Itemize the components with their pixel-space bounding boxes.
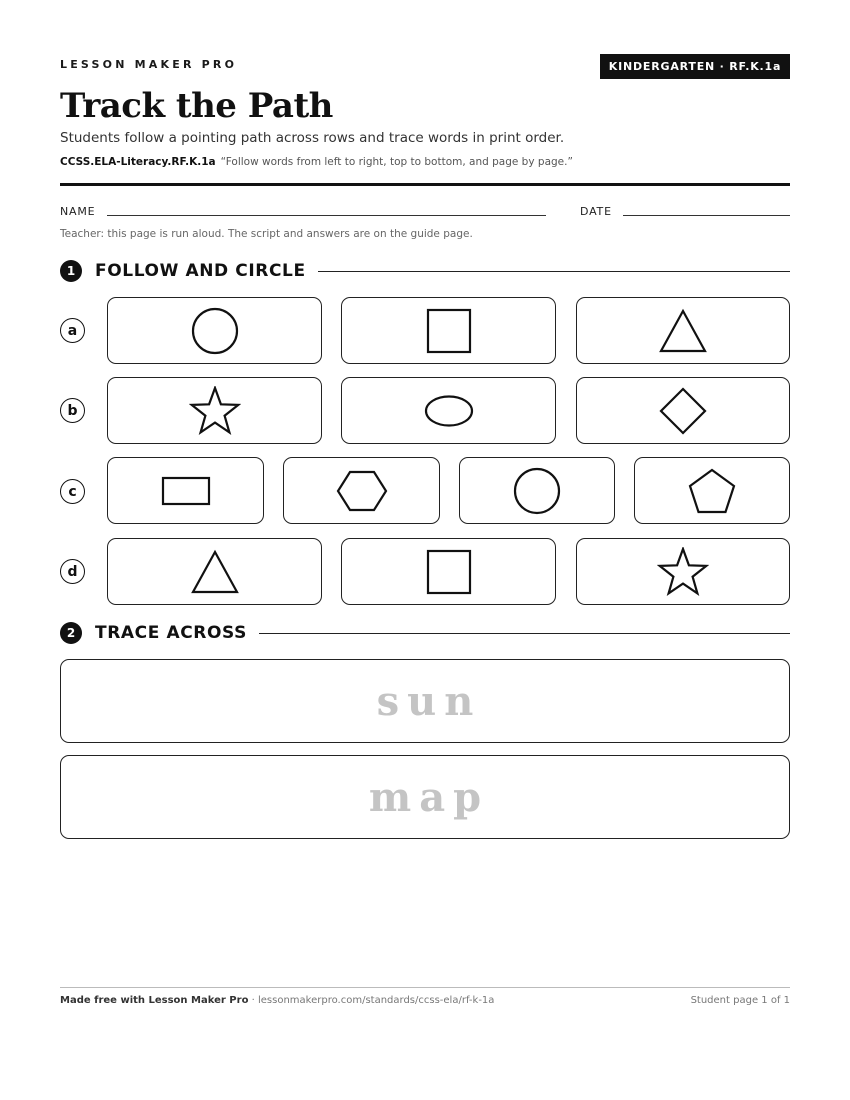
shape-card-star[interactable] (107, 377, 322, 444)
square-icon (426, 308, 472, 354)
circle-icon (190, 306, 240, 356)
trace-box-sun[interactable] (60, 659, 790, 743)
diamond-icon (658, 386, 708, 436)
standard-quote: “Follow words from left to right, top to bottom, and page by page.” (220, 156, 573, 168)
standard-line (60, 156, 573, 168)
section-1-title: FOLLOW AND CIRCLE (95, 261, 306, 281)
square-icon (426, 549, 472, 595)
name-label: NAME (60, 205, 96, 218)
shape-card-diamond[interactable] (576, 377, 790, 444)
shape-card-circle-2[interactable] (459, 457, 615, 524)
date-label: DATE (580, 205, 612, 218)
pentagon-icon (687, 467, 737, 515)
shape-card-square[interactable] (341, 297, 556, 364)
shape-card-circle[interactable] (107, 297, 322, 364)
star-icon (657, 547, 709, 597)
triangle-icon (190, 549, 240, 595)
rectangle-icon (160, 475, 212, 507)
row-label-d: d (60, 559, 85, 584)
page-title: Track the Path (60, 86, 333, 126)
name-field[interactable] (107, 215, 546, 216)
shape-card-triangle-2[interactable] (107, 538, 322, 605)
star-icon (189, 386, 241, 436)
shape-card-oval[interactable] (341, 377, 556, 444)
footer-credit (60, 995, 494, 1006)
circle-icon (512, 466, 562, 516)
date-field[interactable] (623, 215, 790, 216)
header-divider (60, 183, 790, 186)
standard-code: CCSS.ELA-Literacy.RF.K.1a (60, 156, 216, 168)
row-label-c: c (60, 479, 85, 504)
footer-separator: · (248, 995, 258, 1006)
page-subtitle: Students follow a pointing path across rows and trace words in print order. (60, 130, 565, 146)
section-1-number: 1 (60, 260, 82, 282)
trace-word: map (368, 773, 490, 821)
section-2-rule (259, 633, 790, 634)
section-2-title: TRACE ACROSS (95, 623, 247, 643)
shape-card-triangle[interactable] (576, 297, 790, 364)
shape-card-pentagon[interactable] (634, 457, 790, 524)
footer-divider (60, 987, 790, 988)
shape-card-star-2[interactable] (576, 538, 790, 605)
shape-card-hexagon[interactable] (283, 457, 440, 524)
footer-url[interactable]: lessonmakerpro.com/standards/ccss-ela/rf-k-1a (257, 995, 495, 1006)
trace-word: sun (376, 677, 482, 725)
row-label-b: b (60, 398, 85, 423)
section-2-number: 2 (60, 622, 82, 644)
hexagon-icon (335, 469, 389, 513)
teacher-note: Teacher: this page is run aloud. The script and answers are on the guide page. (60, 228, 473, 240)
triangle-icon (658, 308, 708, 354)
section-1-heading (60, 260, 790, 282)
oval-icon (423, 394, 475, 428)
section-2-heading (60, 622, 790, 644)
trace-box-map[interactable] (60, 755, 790, 839)
shape-card-square-2[interactable] (341, 538, 556, 605)
shape-card-rectangle[interactable] (107, 457, 264, 524)
footer-made-with: Made free with Lesson Maker Pro (60, 995, 249, 1006)
row-label-a: a (60, 318, 85, 343)
footer-page-number: Student page 1 of 1 (690, 995, 790, 1006)
grade-badge: KINDERGARTEN · RF.K.1a (600, 54, 790, 79)
brand-name: LESSON MAKER PRO (60, 58, 238, 71)
section-1-rule (318, 271, 790, 272)
